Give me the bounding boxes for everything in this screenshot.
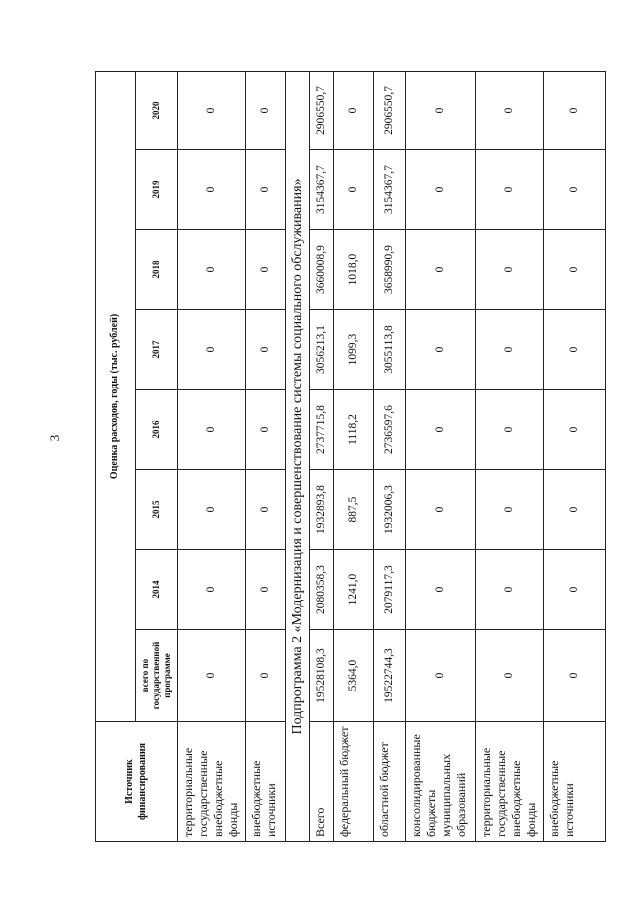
table-cell: 0 [544,71,606,149]
table-cell: 0 [406,550,476,630]
table-row [544,71,606,841]
table-cell: 2736597,6 [374,390,406,470]
table-cell: 0 [476,390,544,470]
header-year: 2015 [136,470,178,550]
table-cell: 1932006,3 [374,470,406,550]
row-label: консолидированные бюджеты муниципальных образований [406,722,476,842]
header-year: 2016 [136,390,178,470]
table-cell: 2737715,8 [310,390,334,470]
table-cell: 0 [178,71,246,149]
table-cell: 0 [476,630,544,722]
row-label: территориальные государственные внебюджетные фонды [476,722,544,842]
table-row [406,71,476,841]
header-year: 2019 [136,150,178,230]
table-cell: 0 [406,470,476,550]
table-cell: 0 [246,390,286,470]
table-cell: 0 [544,550,606,630]
table-row [374,71,406,841]
row-label: областной бюджет [374,722,406,842]
row-label: внебюджетные источники [246,722,286,842]
subprogram-title: Подпрограмма 2 «Модернизация и совершенствование системы социального обслуживания» [286,71,310,841]
header-estimate: Оценка расходов, годы (тыс. рублей) [96,71,136,721]
table-cell: 3056213,1 [310,310,334,390]
header-total: всего по государственной программе [136,630,178,722]
table-cell: 0 [334,150,374,230]
table-cell: 0 [246,230,286,310]
table-cell: 0 [544,230,606,310]
table-cell: 0 [544,630,606,722]
table-cell: 0 [544,470,606,550]
table-cell: 0 [476,230,544,310]
table-cell: 0 [406,310,476,390]
table-cell: 0 [476,470,544,550]
expenses-table [95,71,606,842]
table-cell: 0 [178,150,246,230]
table-row [178,71,246,841]
table-cell: 3660008,9 [310,230,334,310]
header-source: Источник финансирования [96,722,178,842]
table-cell: 0 [246,630,286,722]
table-cell: 0 [178,390,246,470]
table-row [476,71,544,841]
table-cell: 0 [476,71,544,149]
row-label: федеральный бюджет [334,722,374,842]
row-label: территориальные государственные внебюджетные фонды [178,722,246,842]
table-cell: 19528108,3 [310,630,334,722]
table-cell: 887,5 [334,470,374,550]
table-cell: 0 [246,150,286,230]
table-cell: 0 [178,230,246,310]
table-cell: 2906550,7 [310,71,334,149]
table-cell: 0 [406,390,476,470]
table-cell: 1932893,8 [310,470,334,550]
table-cell: 0 [476,150,544,230]
table-cell: 1241,0 [334,550,374,630]
table-cell: 2080358,3 [310,550,334,630]
table-cell: 0 [406,230,476,310]
table-cell: 0 [178,470,246,550]
table-cell: 0 [246,71,286,149]
table-cell: 3154367,7 [310,150,334,230]
row-label: внебюджетные источники [544,722,606,842]
table-cell: 0 [406,150,476,230]
table-cell: 0 [246,470,286,550]
table-row [334,71,374,841]
page-number: 3 [47,434,62,442]
table-cell: 0 [544,390,606,470]
table-row [310,71,334,841]
table-cell: 0 [544,310,606,390]
table-cell: 3154367,7 [374,150,406,230]
table-cell: 1099,3 [334,310,374,390]
rotated-table-wrapper [95,72,605,842]
table-cell: 2079117,3 [374,550,406,630]
table-cell: 0 [178,630,246,722]
table-cell: 3055113,8 [374,310,406,390]
table-cell: 2906550,7 [374,71,406,149]
table-cell: 19522744,3 [374,630,406,722]
table-cell: 0 [334,71,374,149]
table-cell: 0 [476,310,544,390]
header-year: 2018 [136,230,178,310]
table-cell: 1118,2 [334,390,374,470]
table-cell: 0 [246,550,286,630]
table-cell: 5364,0 [334,630,374,722]
row-label: Всего [310,722,334,842]
table-cell: 0 [544,150,606,230]
header-year: 2014 [136,550,178,630]
subprogram-row [286,71,310,841]
table-cell: 0 [246,310,286,390]
table-cell: 1018,0 [334,230,374,310]
table-cell: 0 [406,71,476,149]
table-cell: 0 [178,310,246,390]
table-row [246,71,286,841]
table-cell: 0 [406,630,476,722]
table-cell: 0 [178,550,246,630]
table-cell: 3658990,9 [374,230,406,310]
header-year: 2017 [136,310,178,390]
table-cell: 0 [476,550,544,630]
header-year: 2020 [136,71,178,149]
